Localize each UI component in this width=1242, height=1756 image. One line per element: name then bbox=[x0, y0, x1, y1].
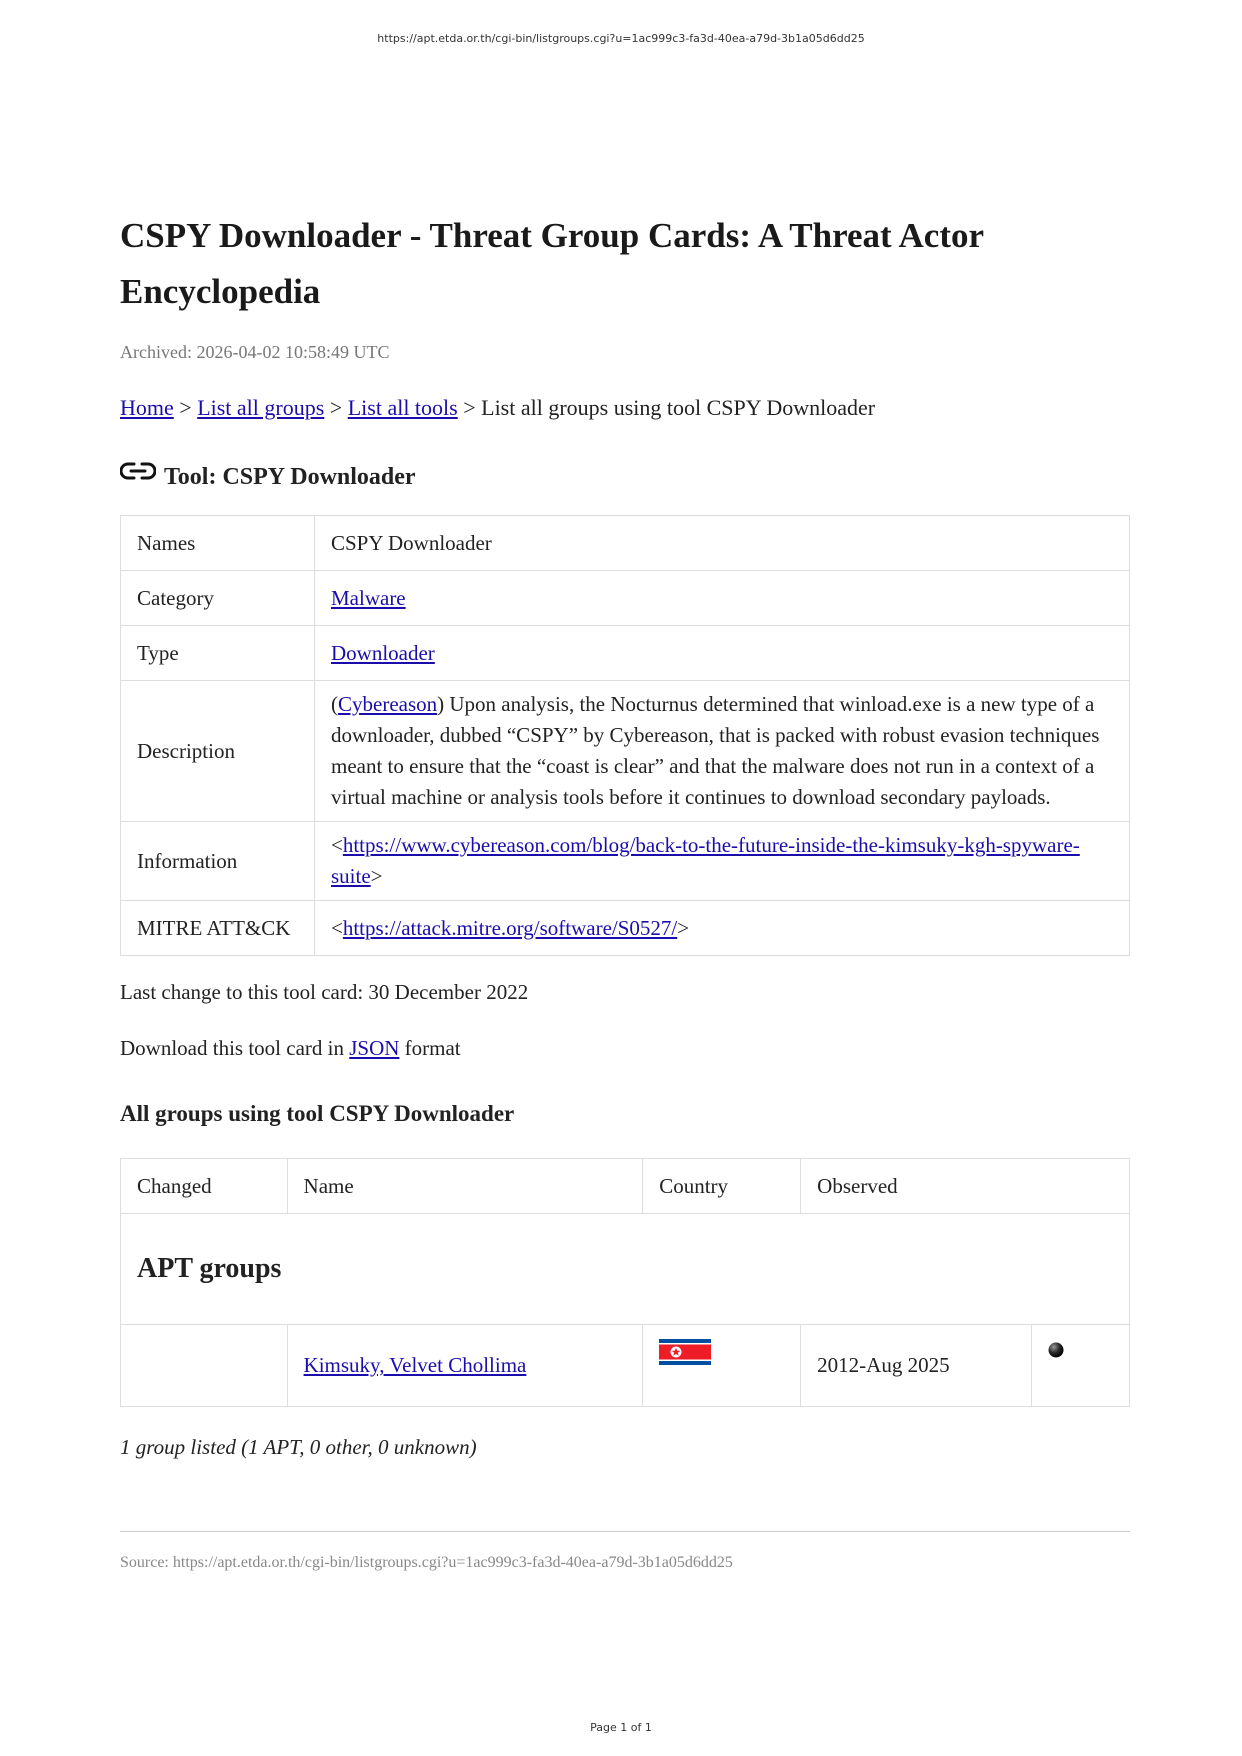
description-cell bbox=[315, 681, 1130, 822]
information-link[interactable]: https://www.cybereason.com/blog/back-to-the-future-inside-the-kimsuky-kgh-spyware-suite bbox=[331, 833, 1080, 888]
breadcrumb-separator: > bbox=[324, 395, 348, 420]
description-label: Description bbox=[121, 681, 315, 822]
table-row bbox=[121, 571, 1130, 626]
mitre-cell bbox=[315, 901, 1130, 956]
table-row bbox=[121, 681, 1130, 822]
groups-table bbox=[120, 1158, 1130, 1407]
last-change-text: Last change to this tool card: 30 December 2022 bbox=[120, 980, 529, 1004]
category-link[interactable]: Malware bbox=[331, 585, 406, 610]
download-suffix: format bbox=[399, 1036, 461, 1060]
page-title: CSPY Downloader - Threat Group Cards: A Threat Actor Encyclopedia bbox=[120, 216, 984, 311]
category-cell bbox=[315, 571, 1130, 626]
bracket-open: < bbox=[331, 915, 343, 940]
table-row bbox=[121, 901, 1130, 956]
mitre-link[interactable]: https://attack.mitre.org/software/S0527/ bbox=[342, 915, 678, 940]
bracket-open: < bbox=[331, 833, 343, 857]
page-header-url: https://apt.etda.or.th/cgi-bin/listgroups.cgi?u=1ac999c3-fa3d-40ea-a79d-3b1a05d6dd25 bbox=[377, 32, 865, 45]
breadcrumb-groups-link[interactable]: List all groups bbox=[197, 395, 325, 420]
download-prefix: Download this tool card in bbox=[120, 1036, 350, 1060]
black-ball-icon bbox=[1048, 1342, 1064, 1358]
country-cell bbox=[643, 1325, 801, 1407]
names-label: Names bbox=[121, 516, 315, 571]
tool-title: Tool: CSPY Downloader bbox=[164, 464, 416, 490]
archived-timestamp: Archived: 2026-04-02 10:58:49 UTC bbox=[120, 342, 390, 362]
names-value: CSPY Downloader bbox=[315, 516, 1130, 571]
north-korea-flag-icon bbox=[659, 1339, 711, 1365]
information-label: Information bbox=[121, 822, 315, 901]
bracket-close: > bbox=[370, 864, 383, 888]
groups-summary: 1 group listed (1 APT, 0 other, 0 unknown) bbox=[120, 1435, 477, 1459]
column-header-name: Name bbox=[287, 1159, 643, 1214]
main-content bbox=[120, 208, 1130, 1574]
category-label: Category bbox=[121, 571, 315, 626]
description-source-link[interactable]: Cybereason bbox=[338, 692, 438, 716]
breadcrumb-separator: > bbox=[173, 395, 198, 420]
mitre-label: MITRE ATT&CK bbox=[121, 901, 315, 956]
apt-groups-heading: APT groups bbox=[121, 1214, 1130, 1325]
observed-cell: 2012-Aug 2025 bbox=[801, 1325, 1032, 1407]
type-link[interactable]: Downloader bbox=[331, 640, 435, 665]
type-cell bbox=[315, 626, 1130, 681]
bracket-close: > bbox=[677, 915, 690, 940]
source-url: Source: https://apt.etda.or.th/cgi-bin/listgroups.cgi?u=1ac999c3-fa3d-40ea-a79d-3b1a05d6dd25 bbox=[120, 1554, 733, 1571]
table-header-row bbox=[121, 1159, 1130, 1214]
status-cell bbox=[1032, 1325, 1130, 1407]
table-row bbox=[121, 1325, 1130, 1407]
type-label: Type bbox=[121, 626, 315, 681]
tool-section-title bbox=[120, 464, 1130, 491]
column-header-country: Country bbox=[643, 1159, 801, 1214]
changed-cell bbox=[121, 1325, 288, 1407]
breadcrumb-tools-link[interactable]: List all tools bbox=[347, 395, 458, 420]
download-line bbox=[120, 1034, 1130, 1062]
breadcrumb bbox=[120, 394, 1130, 422]
json-download-link[interactable]: JSON bbox=[349, 1036, 400, 1060]
column-header-observed: Observed bbox=[801, 1159, 1130, 1214]
apt-groups-row bbox=[121, 1214, 1130, 1325]
page-number: Page 1 of 1 bbox=[590, 1721, 652, 1734]
table-row bbox=[121, 822, 1130, 901]
breadcrumb-current: > List all groups using tool CSPY Downloader bbox=[457, 395, 876, 420]
breadcrumb-home-link[interactable]: Home bbox=[120, 395, 174, 420]
group-link[interactable]: Kimsuky, Velvet Chollima bbox=[303, 1353, 527, 1377]
column-header-changed: Changed bbox=[121, 1159, 288, 1214]
link-icon bbox=[120, 459, 156, 483]
divider bbox=[120, 1531, 1130, 1532]
groups-heading: All groups using tool CSPY Downloader bbox=[120, 1101, 515, 1126]
name-cell bbox=[287, 1325, 643, 1407]
tool-info-table bbox=[120, 515, 1130, 956]
description-paren: ( bbox=[331, 692, 338, 716]
description-text: ) Upon analysis, the Nocturnus determined that winload.exe is a new type of a downloader, dubbed “CSPY” by Cybereason, that is packed with robust evasion techniques meant to ensure that the “coast is clear” and that the malware does not run in a context of a virtual machine or analysis tools before it continues to download secondary payloads. bbox=[331, 692, 1100, 809]
table-row bbox=[121, 516, 1130, 571]
table-row bbox=[121, 626, 1130, 681]
information-cell bbox=[315, 822, 1130, 901]
